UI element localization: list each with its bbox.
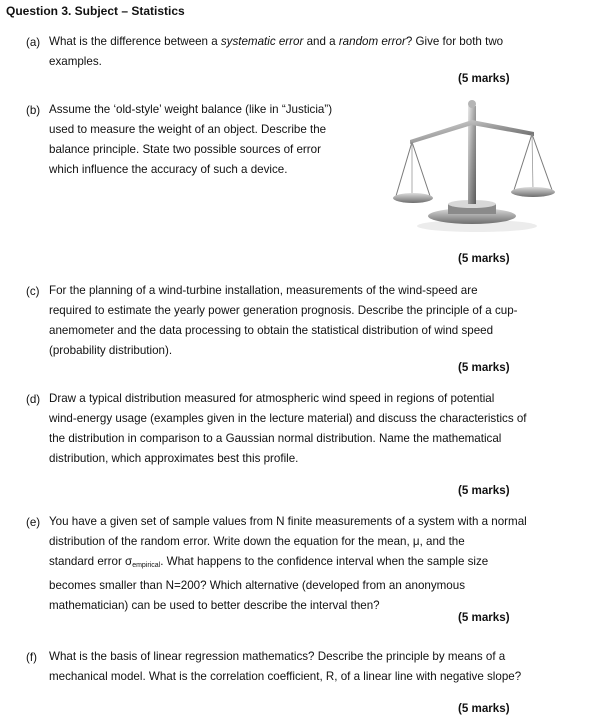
part-e-marks: (5 marks) (458, 611, 510, 624)
part-a-line-1: What is the difference between a systematic error and a random error? Give for both two (49, 35, 504, 48)
part-c-line-4: (probability distribution). (49, 344, 173, 357)
balance-scale-image (392, 98, 570, 233)
part-c-line-3: anemometer and the data processing to obtain the statistical distribution of wind speed (49, 324, 494, 337)
part-d-marks: (5 marks) (458, 484, 510, 497)
part-d-line-3: the distribution in comparison to a Gaussian normal distribution. Name the mathematical (49, 432, 502, 445)
part-c-text (49, 281, 518, 361)
part-e-line-3: standard error $\sigma_{empirical}$. What happens to the confidence interval when the sample size (49, 555, 489, 569)
part-a-line-2: examples. (49, 55, 102, 68)
part-d-text (49, 389, 527, 469)
part-e-label: (e) (26, 516, 41, 529)
part-e-line-1: You have a given set of sample values from N finite measurements of a system with a normal (49, 515, 527, 528)
question-title: Question 3. Subject – Statistics (6, 4, 185, 18)
part-c-label: (c) (26, 285, 40, 298)
part-f-line-2: mechanical model. What is the correlation coefficient, R, of a linear line with negative slope? (49, 670, 522, 683)
part-d-label: (d) (26, 393, 41, 406)
part-b-line-1: Assume the ‘old-style’ weight balance (like in “Justicia”) (49, 103, 333, 116)
part-b-label: (b) (26, 104, 41, 117)
part-f-text (49, 647, 521, 687)
part-a-marks: (5 marks) (458, 72, 510, 85)
part-b-line-4: which influence the accuracy of such a device. (49, 163, 288, 176)
part-e-line-5: mathematician) can be used to better describe the interval then? (49, 599, 380, 612)
part-e-line-4: becomes smaller than N=200? Which alternative (developed from an anonymous (49, 579, 465, 592)
part-d-line-1: Draw a typical distribution measured for atmospheric wind speed in regions of potential (49, 392, 495, 405)
part-c-line-1: For the planning of a wind-turbine installation, measurements of the wind-speed are (49, 284, 478, 297)
part-e-text (49, 512, 527, 616)
part-d-line-2: wind-energy usage (examples given in the lecture material) and discuss the characteristics of (49, 412, 527, 425)
part-b-text (49, 100, 332, 180)
part-b-line-3: balance principle. State two possible sources of error (49, 143, 321, 156)
part-f-label: (f) (26, 651, 37, 664)
part-a-text (49, 32, 503, 72)
part-f-marks: (5 marks) (458, 702, 510, 715)
part-c-marks: (5 marks) (458, 361, 510, 374)
part-d-line-4: distribution, which approximates best this profile. (49, 452, 299, 465)
part-e-line-2: distribution of the random error. Write down the equation for the mean, μ, and the (49, 535, 465, 548)
part-f-line-1: What is the basis of linear regression mathematics? Describe the principle by means of a (49, 650, 506, 663)
part-a-label: (a) (26, 36, 41, 49)
part-b-marks: (5 marks) (458, 252, 510, 265)
part-b-line-2: used to measure the weight of an object. Describe the (49, 123, 327, 136)
part-c-line-2: required to estimate the yearly power generation prognosis. Describe the principle of a cup- (49, 304, 518, 317)
